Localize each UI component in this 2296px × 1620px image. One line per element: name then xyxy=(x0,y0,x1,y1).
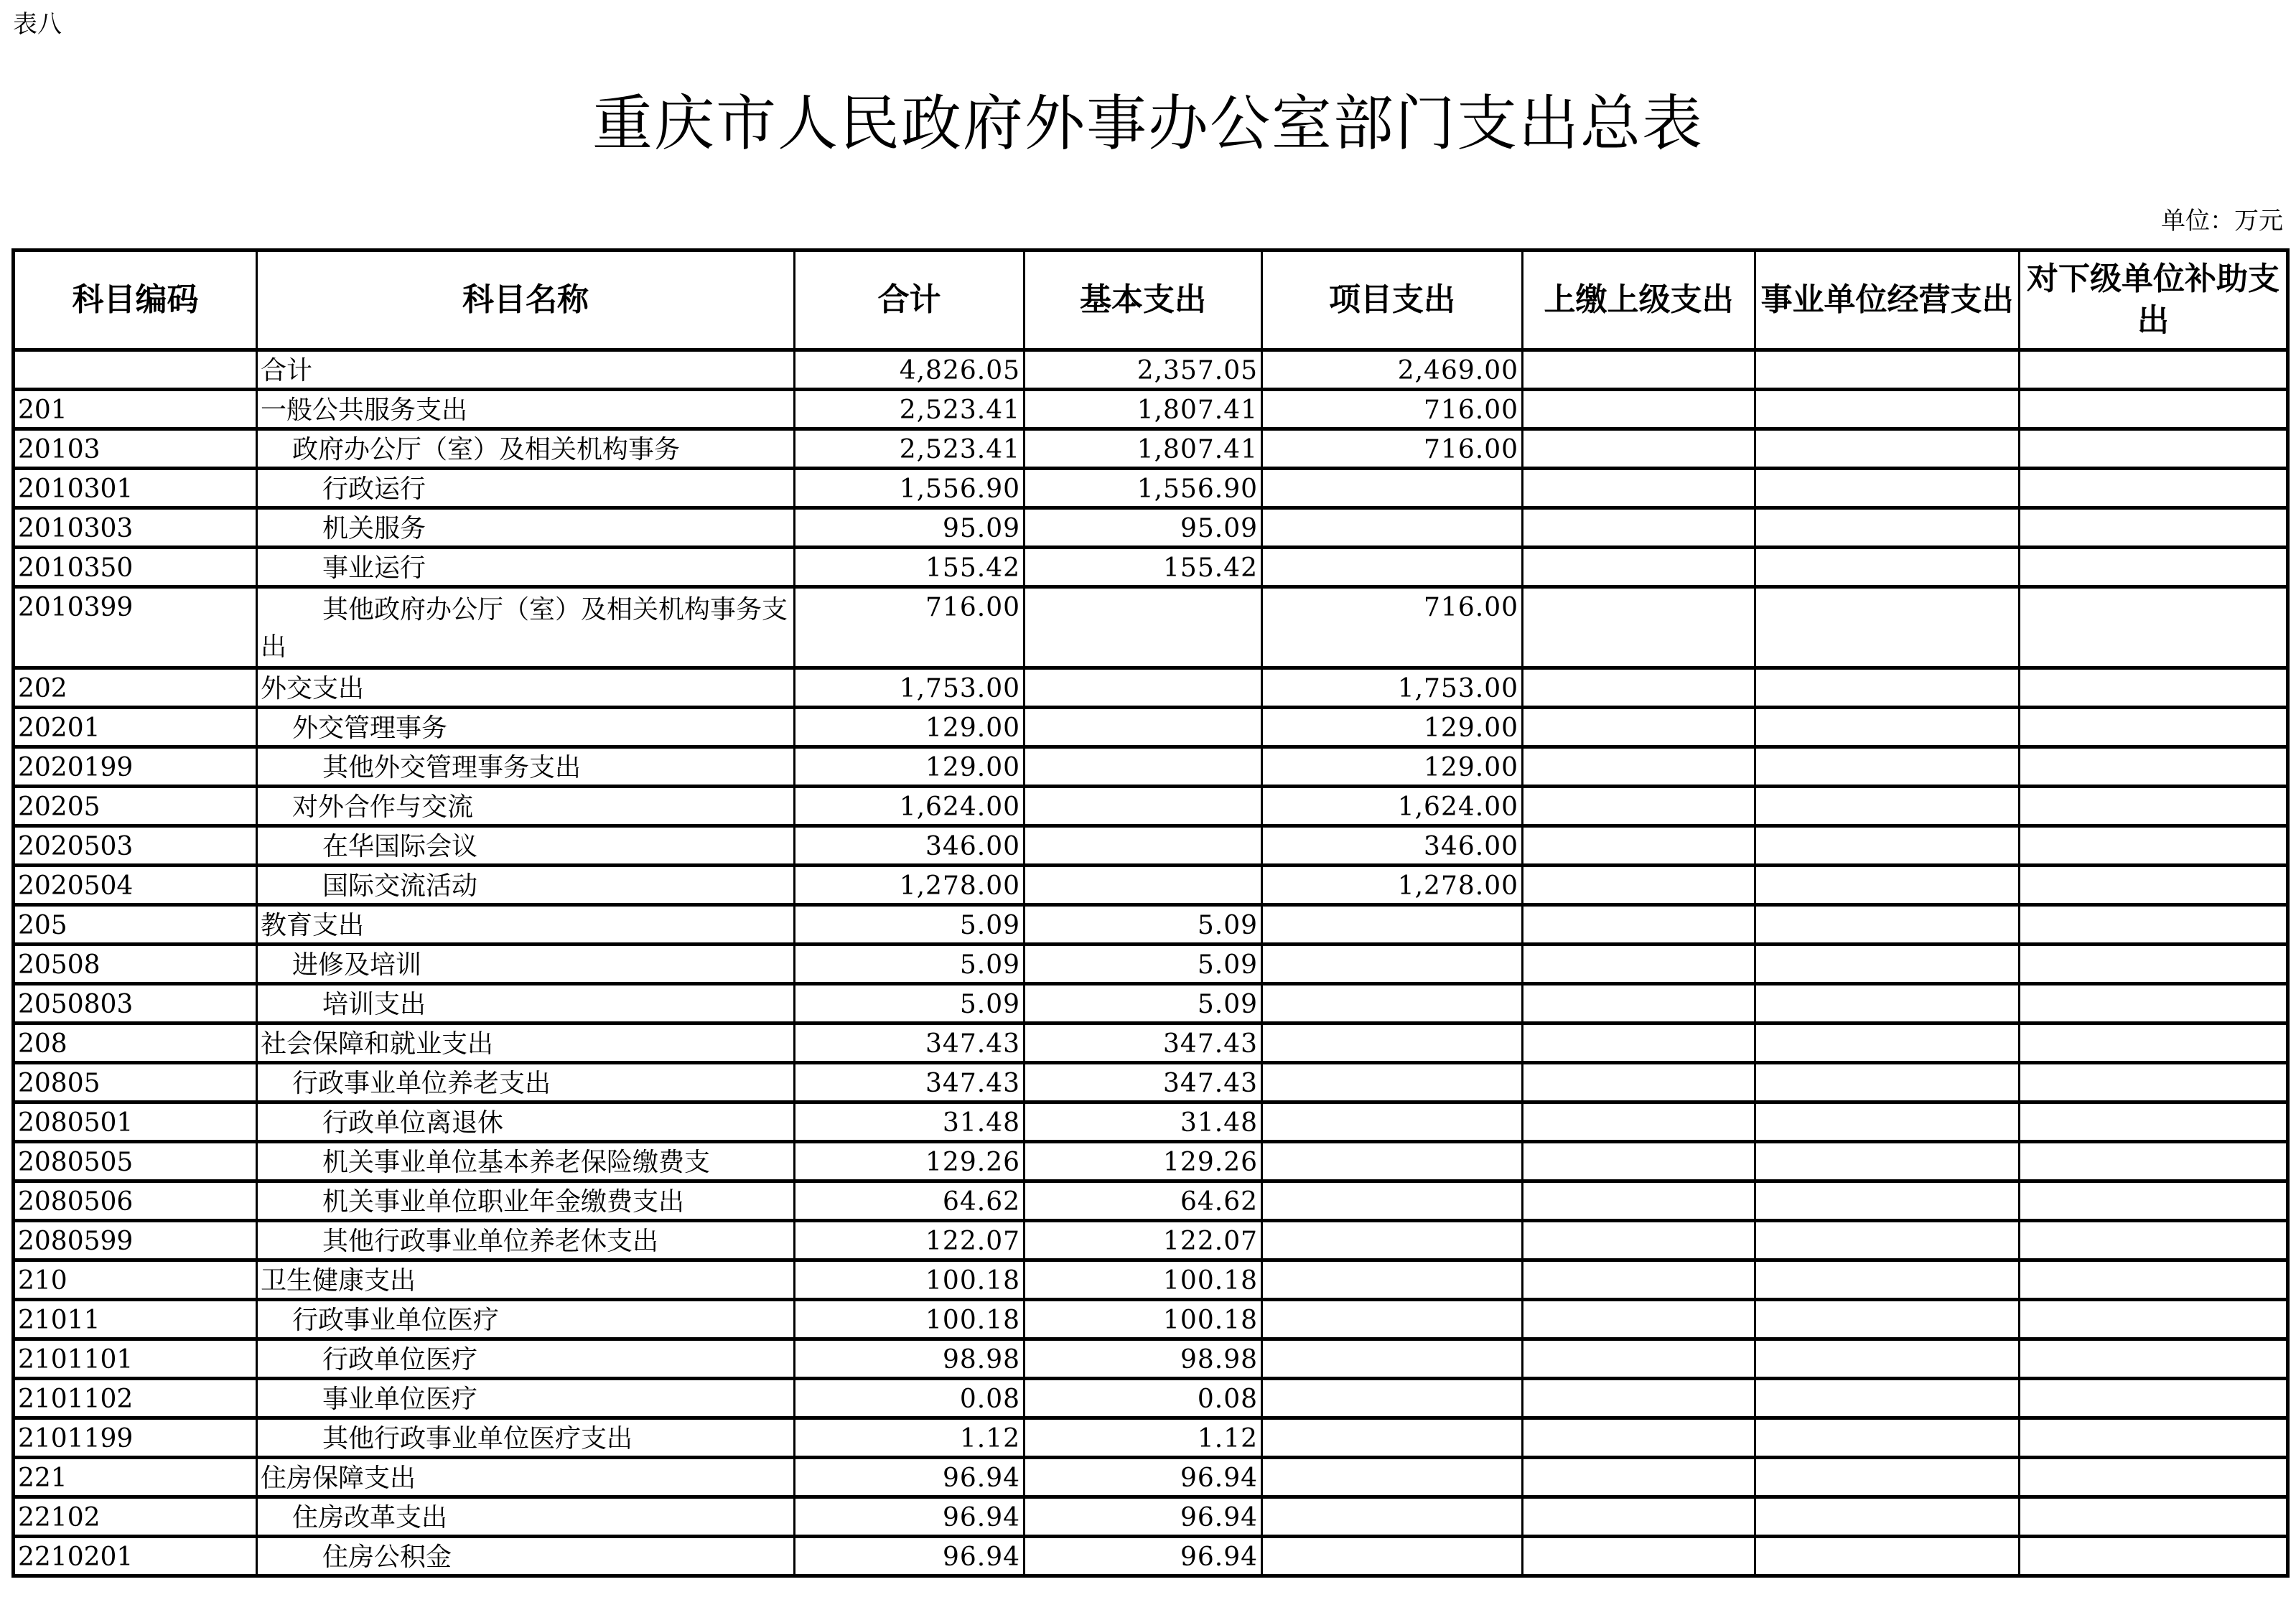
cell-total: 2,523.41 xyxy=(795,390,1025,429)
cell-code: 2050803 xyxy=(14,984,257,1024)
cell-upper xyxy=(1523,1300,1755,1339)
cell-name: 对外合作与交流 xyxy=(257,787,795,826)
table-row xyxy=(14,1181,2288,1221)
cell-subsidy xyxy=(2020,787,2288,826)
cell-code: 208 xyxy=(14,1024,257,1063)
cell-basic: 1,807.41 xyxy=(1025,429,1262,469)
cell-subsidy xyxy=(2020,1418,2288,1458)
cell-business xyxy=(1755,1221,2020,1260)
cell-subsidy xyxy=(2020,708,2288,747)
cell-subsidy xyxy=(2020,668,2288,708)
cell-upper xyxy=(1523,587,1755,668)
cell-business xyxy=(1755,945,2020,984)
cell-subsidy xyxy=(2020,826,2288,866)
cell-code: 21011 xyxy=(14,1300,257,1339)
cell-business xyxy=(1755,984,2020,1024)
cell-name: 事业运行 xyxy=(257,548,795,587)
cell-subsidy xyxy=(2020,1458,2288,1497)
cell-code: 2020503 xyxy=(14,826,257,866)
cell-name: 住房保障支出 xyxy=(257,1458,795,1497)
cell-business xyxy=(1755,1142,2020,1181)
cell-total: 5.09 xyxy=(795,984,1025,1024)
cell-basic: 347.43 xyxy=(1025,1063,1262,1102)
cell-basic: 64.62 xyxy=(1025,1181,1262,1221)
cell-business xyxy=(1755,1458,2020,1497)
cell-basic: 155.42 xyxy=(1025,548,1262,587)
cell-code: 2101102 xyxy=(14,1379,257,1418)
cell-subsidy xyxy=(2020,1063,2288,1102)
table-row xyxy=(14,548,2288,587)
cell-name: 外交管理事务 xyxy=(257,708,795,747)
cell-total: 346.00 xyxy=(795,826,1025,866)
cell-name: 机关事业单位职业年金缴费支出 xyxy=(257,1181,795,1221)
cell-project xyxy=(1262,1300,1523,1339)
cell-business xyxy=(1755,508,2020,548)
cell-basic: 5.09 xyxy=(1025,984,1262,1024)
cell-name: 培训支出 xyxy=(257,984,795,1024)
cell-code: 205 xyxy=(14,905,257,945)
cell-total: 96.94 xyxy=(795,1458,1025,1497)
cell-code: 2080506 xyxy=(14,1181,257,1221)
cell-basic: 5.09 xyxy=(1025,905,1262,945)
cell-upper xyxy=(1523,548,1755,587)
cell-upper xyxy=(1523,350,1755,390)
cell-code: 210 xyxy=(14,1260,257,1300)
cell-upper xyxy=(1523,390,1755,429)
cell-name: 其他行政事业单位医疗支出 xyxy=(257,1418,795,1458)
cell-basic: 96.94 xyxy=(1025,1497,1262,1537)
cell-basic: 1,807.41 xyxy=(1025,390,1262,429)
cell-total: 31.48 xyxy=(795,1102,1025,1142)
cell-upper xyxy=(1523,469,1755,508)
cell-project: 129.00 xyxy=(1262,708,1523,747)
cell-business xyxy=(1755,429,2020,469)
cell-basic: 96.94 xyxy=(1025,1458,1262,1497)
cell-code: 2010350 xyxy=(14,548,257,587)
cell-code: 20201 xyxy=(14,708,257,747)
cell-total: 5.09 xyxy=(795,905,1025,945)
cell-code: 2010301 xyxy=(14,469,257,508)
cell-business xyxy=(1755,905,2020,945)
cell-upper xyxy=(1523,1260,1755,1300)
table-row xyxy=(14,866,2288,905)
cell-code: 202 xyxy=(14,668,257,708)
cell-upper xyxy=(1523,508,1755,548)
cell-total: 98.98 xyxy=(795,1339,1025,1379)
cell-name: 社会保障和就业支出 xyxy=(257,1024,795,1063)
cell-total: 122.07 xyxy=(795,1221,1025,1260)
cell-business xyxy=(1755,668,2020,708)
cell-business xyxy=(1755,1063,2020,1102)
cell-subsidy xyxy=(2020,587,2288,668)
cell-subsidy xyxy=(2020,984,2288,1024)
table-row xyxy=(14,587,2288,668)
cell-project xyxy=(1262,548,1523,587)
cell-upper xyxy=(1523,1418,1755,1458)
cell-business xyxy=(1755,1181,2020,1221)
cell-code: 2010303 xyxy=(14,508,257,548)
cell-code: 2020504 xyxy=(14,866,257,905)
cell-subsidy xyxy=(2020,1024,2288,1063)
cell-name: 外交支出 xyxy=(257,668,795,708)
cell-subsidy xyxy=(2020,1339,2288,1379)
cell-business xyxy=(1755,469,2020,508)
cell-project xyxy=(1262,1142,1523,1181)
cell-code: 20805 xyxy=(14,1063,257,1102)
cell-name: 教育支出 xyxy=(257,905,795,945)
table-row xyxy=(14,984,2288,1024)
table-row xyxy=(14,1379,2288,1418)
cell-basic: 1.12 xyxy=(1025,1418,1262,1458)
expenditure-table xyxy=(11,248,2290,1578)
cell-subsidy xyxy=(2020,390,2288,429)
cell-upper xyxy=(1523,1379,1755,1418)
cell-business xyxy=(1755,1339,2020,1379)
table-row xyxy=(14,1142,2288,1181)
cell-subsidy xyxy=(2020,1300,2288,1339)
cell-subsidy xyxy=(2020,1142,2288,1181)
cell-project xyxy=(1262,1418,1523,1458)
cell-code: 20205 xyxy=(14,787,257,826)
cell-total: 1,753.00 xyxy=(795,668,1025,708)
cell-project xyxy=(1262,1260,1523,1300)
cell-name: 机关服务 xyxy=(257,508,795,548)
cell-business xyxy=(1755,1024,2020,1063)
cell-project xyxy=(1262,1537,1523,1576)
cell-business xyxy=(1755,1497,2020,1537)
cell-basic xyxy=(1025,668,1262,708)
cell-total: 64.62 xyxy=(795,1181,1025,1221)
table-row xyxy=(14,905,2288,945)
header-subsidy: 对下级单位补助支出 xyxy=(2020,251,2288,350)
cell-project xyxy=(1262,1181,1523,1221)
cell-subsidy xyxy=(2020,1221,2288,1260)
table-row xyxy=(14,668,2288,708)
cell-code: 2101101 xyxy=(14,1339,257,1379)
table-row xyxy=(14,390,2288,429)
header-upper: 上缴上级支出 xyxy=(1523,251,1755,350)
cell-project: 716.00 xyxy=(1262,587,1523,668)
page-title: 重庆市人民政府外事办公室部门支出总表 xyxy=(592,88,1704,159)
cell-upper xyxy=(1523,1339,1755,1379)
table-row xyxy=(14,350,2288,390)
cell-business xyxy=(1755,708,2020,747)
cell-name: 进修及培训 xyxy=(257,945,795,984)
cell-subsidy xyxy=(2020,1102,2288,1142)
cell-subsidy xyxy=(2020,1379,2288,1418)
cell-total: 96.94 xyxy=(795,1497,1025,1537)
cell-business xyxy=(1755,390,2020,429)
cell-code: 221 xyxy=(14,1458,257,1497)
header-business: 事业单位经营支出 xyxy=(1755,251,2020,350)
cell-total: 155.42 xyxy=(795,548,1025,587)
cell-basic: 100.18 xyxy=(1025,1260,1262,1300)
cell-code: 2080599 xyxy=(14,1221,257,1260)
cell-code: 2101199 xyxy=(14,1418,257,1458)
cell-total: 95.09 xyxy=(795,508,1025,548)
header-code: 科目编码 xyxy=(14,251,257,350)
cell-basic xyxy=(1025,826,1262,866)
cell-total: 129.00 xyxy=(795,708,1025,747)
cell-basic xyxy=(1025,587,1262,668)
cell-upper xyxy=(1523,826,1755,866)
cell-business xyxy=(1755,1418,2020,1458)
cell-upper xyxy=(1523,984,1755,1024)
cell-project xyxy=(1262,945,1523,984)
table-row xyxy=(14,429,2288,469)
cell-subsidy xyxy=(2020,548,2288,587)
cell-subsidy xyxy=(2020,429,2288,469)
cell-business xyxy=(1755,787,2020,826)
cell-subsidy xyxy=(2020,1181,2288,1221)
cell-subsidy xyxy=(2020,1260,2288,1300)
cell-code: 2080501 xyxy=(14,1102,257,1142)
cell-upper xyxy=(1523,1024,1755,1063)
cell-project xyxy=(1262,1102,1523,1142)
cell-name: 国际交流活动 xyxy=(257,866,795,905)
table-row xyxy=(14,1063,2288,1102)
cell-code: 201 xyxy=(14,390,257,429)
table-body xyxy=(14,350,2288,1576)
cell-project: 716.00 xyxy=(1262,390,1523,429)
cell-subsidy xyxy=(2020,866,2288,905)
cell-business xyxy=(1755,1379,2020,1418)
cell-upper xyxy=(1523,1537,1755,1576)
cell-project: 129.00 xyxy=(1262,747,1523,787)
cell-code: 22102 xyxy=(14,1497,257,1537)
table-number-label: 表八 xyxy=(13,10,62,39)
header-total: 合计 xyxy=(795,251,1025,350)
cell-business xyxy=(1755,866,2020,905)
cell-code: 2080505 xyxy=(14,1142,257,1181)
cell-upper xyxy=(1523,945,1755,984)
cell-name: 在华国际会议 xyxy=(257,826,795,866)
cell-total: 716.00 xyxy=(795,587,1025,668)
cell-business xyxy=(1755,1300,2020,1339)
cell-subsidy xyxy=(2020,508,2288,548)
cell-project xyxy=(1262,1024,1523,1063)
cell-name: 一般公共服务支出 xyxy=(257,390,795,429)
cell-total: 0.08 xyxy=(795,1379,1025,1418)
cell-code: 2010399 xyxy=(14,587,257,668)
cell-total: 1.12 xyxy=(795,1418,1025,1458)
cell-basic: 347.43 xyxy=(1025,1024,1262,1063)
cell-name: 行政事业单位医疗 xyxy=(257,1300,795,1339)
cell-code: 20103 xyxy=(14,429,257,469)
cell-basic: 0.08 xyxy=(1025,1379,1262,1418)
cell-name: 卫生健康支出 xyxy=(257,1260,795,1300)
table-row xyxy=(14,1418,2288,1458)
cell-basic xyxy=(1025,747,1262,787)
cell-total: 5.09 xyxy=(795,945,1025,984)
cell-upper xyxy=(1523,905,1755,945)
cell-business xyxy=(1755,826,2020,866)
cell-total: 1,556.90 xyxy=(795,469,1025,508)
cell-subsidy xyxy=(2020,747,2288,787)
cell-basic: 96.94 xyxy=(1025,1537,1262,1576)
table-row xyxy=(14,1497,2288,1537)
cell-total: 2,523.41 xyxy=(795,429,1025,469)
header-basic: 基本支出 xyxy=(1025,251,1262,350)
cell-subsidy xyxy=(2020,1537,2288,1576)
table-row xyxy=(14,945,2288,984)
cell-subsidy xyxy=(2020,905,2288,945)
cell-basic: 95.09 xyxy=(1025,508,1262,548)
cell-project xyxy=(1262,984,1523,1024)
cell-basic: 2,357.05 xyxy=(1025,350,1262,390)
cell-business xyxy=(1755,350,2020,390)
cell-name: 机关事业单位基本养老保险缴费支 xyxy=(257,1142,795,1181)
cell-project xyxy=(1262,1379,1523,1418)
cell-project xyxy=(1262,1497,1523,1537)
cell-project: 716.00 xyxy=(1262,429,1523,469)
cell-name: 住房改革支出 xyxy=(257,1497,795,1537)
cell-business xyxy=(1755,587,2020,668)
table-row xyxy=(14,1537,2288,1576)
cell-business xyxy=(1755,548,2020,587)
cell-name: 事业单位医疗 xyxy=(257,1379,795,1418)
table-row xyxy=(14,1260,2288,1300)
cell-upper xyxy=(1523,708,1755,747)
table-row xyxy=(14,508,2288,548)
cell-upper xyxy=(1523,866,1755,905)
cell-basic xyxy=(1025,787,1262,826)
cell-upper xyxy=(1523,1497,1755,1537)
table-row xyxy=(14,1102,2288,1142)
table-row xyxy=(14,1458,2288,1497)
cell-business xyxy=(1755,1102,2020,1142)
table-row xyxy=(14,787,2288,826)
cell-upper xyxy=(1523,1221,1755,1260)
cell-total: 129.26 xyxy=(795,1142,1025,1181)
cell-code xyxy=(14,350,257,390)
cell-name: 合计 xyxy=(257,350,795,390)
cell-basic: 31.48 xyxy=(1025,1102,1262,1142)
unit-label: 单位：万元 xyxy=(2161,207,2283,235)
table-row xyxy=(14,1024,2288,1063)
cell-total: 1,624.00 xyxy=(795,787,1025,826)
cell-subsidy xyxy=(2020,1497,2288,1537)
cell-name: 行政单位医疗 xyxy=(257,1339,795,1379)
cell-upper xyxy=(1523,747,1755,787)
table-row xyxy=(14,469,2288,508)
table-row xyxy=(14,708,2288,747)
cell-upper xyxy=(1523,1458,1755,1497)
cell-upper xyxy=(1523,668,1755,708)
table-header-row xyxy=(14,251,2288,350)
cell-business xyxy=(1755,1537,2020,1576)
cell-business xyxy=(1755,747,2020,787)
cell-code: 20508 xyxy=(14,945,257,984)
cell-subsidy xyxy=(2020,350,2288,390)
cell-name: 住房公积金 xyxy=(257,1537,795,1576)
header-name: 科目名称 xyxy=(257,251,795,350)
cell-total: 4,826.05 xyxy=(795,350,1025,390)
cell-project: 1,278.00 xyxy=(1262,866,1523,905)
cell-project: 1,624.00 xyxy=(1262,787,1523,826)
cell-business xyxy=(1755,1260,2020,1300)
cell-code: 2210201 xyxy=(14,1537,257,1576)
cell-upper xyxy=(1523,787,1755,826)
cell-subsidy xyxy=(2020,945,2288,984)
cell-total: 100.18 xyxy=(795,1260,1025,1300)
table-row xyxy=(14,826,2288,866)
cell-name: 其他政府办公厅（室）及相关机构事务支出 xyxy=(257,587,795,668)
cell-project: 2,469.00 xyxy=(1262,350,1523,390)
cell-upper xyxy=(1523,1142,1755,1181)
table-row xyxy=(14,1221,2288,1260)
cell-total: 347.43 xyxy=(795,1063,1025,1102)
cell-upper xyxy=(1523,429,1755,469)
cell-upper xyxy=(1523,1102,1755,1142)
cell-name: 政府办公厅（室）及相关机构事务 xyxy=(257,429,795,469)
cell-project xyxy=(1262,508,1523,548)
cell-code: 2020199 xyxy=(14,747,257,787)
cell-project xyxy=(1262,1458,1523,1497)
header-project: 项目支出 xyxy=(1262,251,1523,350)
cell-total: 129.00 xyxy=(795,747,1025,787)
cell-name: 行政事业单位养老支出 xyxy=(257,1063,795,1102)
cell-name: 其他外交管理事务支出 xyxy=(257,747,795,787)
cell-total: 347.43 xyxy=(795,1024,1025,1063)
table-row xyxy=(14,1300,2288,1339)
cell-project xyxy=(1262,905,1523,945)
cell-name: 行政单位离退休 xyxy=(257,1102,795,1142)
cell-project xyxy=(1262,469,1523,508)
cell-upper xyxy=(1523,1063,1755,1102)
cell-basic: 5.09 xyxy=(1025,945,1262,984)
cell-upper xyxy=(1523,1181,1755,1221)
cell-basic: 100.18 xyxy=(1025,1300,1262,1339)
cell-basic xyxy=(1025,708,1262,747)
cell-basic xyxy=(1025,866,1262,905)
cell-basic: 122.07 xyxy=(1025,1221,1262,1260)
cell-project xyxy=(1262,1063,1523,1102)
cell-total: 100.18 xyxy=(795,1300,1025,1339)
table-row xyxy=(14,1339,2288,1379)
table-row xyxy=(14,747,2288,787)
cell-total: 96.94 xyxy=(795,1537,1025,1576)
cell-project xyxy=(1262,1339,1523,1379)
cell-total: 1,278.00 xyxy=(795,866,1025,905)
cell-project xyxy=(1262,1221,1523,1260)
cell-basic: 129.26 xyxy=(1025,1142,1262,1181)
cell-name: 行政运行 xyxy=(257,469,795,508)
cell-project: 346.00 xyxy=(1262,826,1523,866)
cell-basic: 1,556.90 xyxy=(1025,469,1262,508)
cell-name: 其他行政事业单位养老休支出 xyxy=(257,1221,795,1260)
cell-basic: 98.98 xyxy=(1025,1339,1262,1379)
cell-subsidy xyxy=(2020,469,2288,508)
cell-project: 1,753.00 xyxy=(1262,668,1523,708)
